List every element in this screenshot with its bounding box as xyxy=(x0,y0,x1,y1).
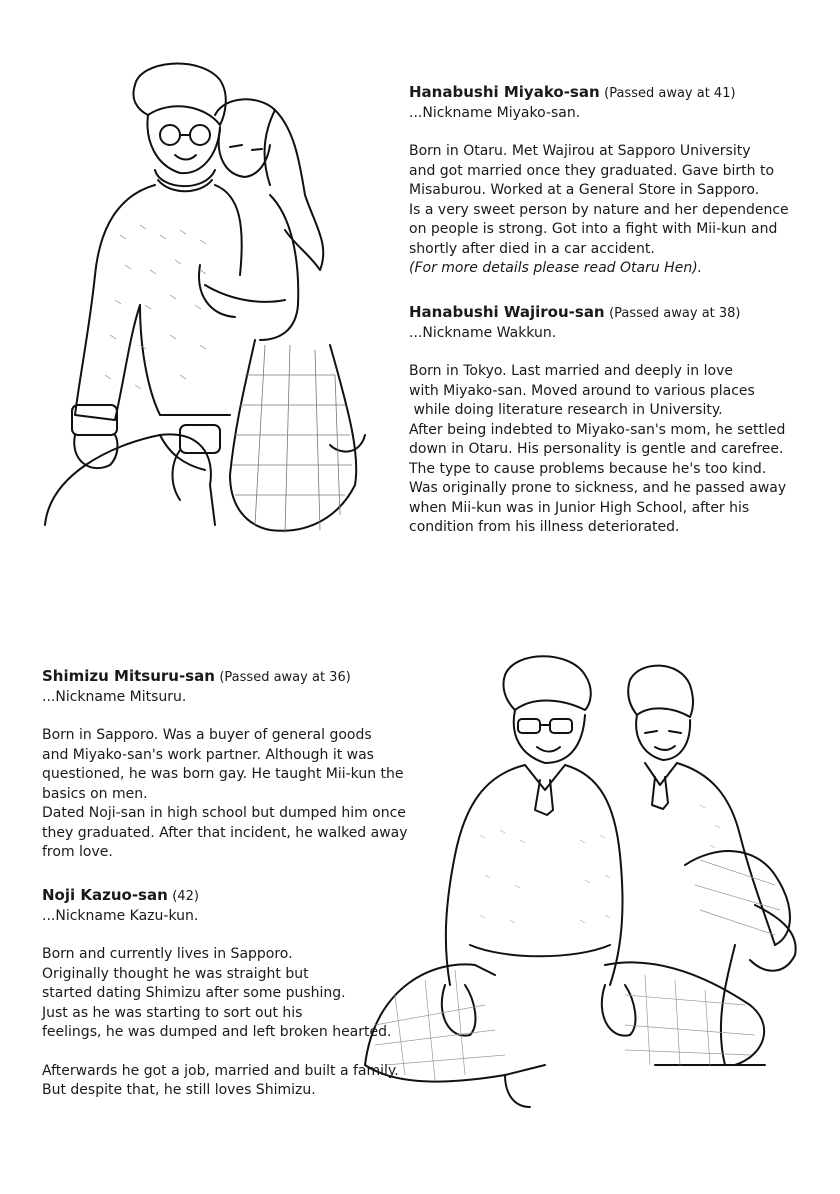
profile-bio-line: Is a very sweet person by nature and her dependence xyxy=(409,201,789,218)
profile-nickname: ...Nickname Miyako-san. xyxy=(409,104,581,121)
profile-bio-line: Was originally prone to sickness, and he passed away xyxy=(409,480,787,496)
profile-name: Shimizu Mitsuru-san xyxy=(42,667,215,685)
profile-bio-line: on people is strong. Got into a fight with Mii-kun and xyxy=(409,221,778,237)
profile-heading xyxy=(409,303,786,324)
profile-age-note: (42) xyxy=(172,889,199,904)
profile-bio-line: After being indebted to Miyako-san's mom, he settled xyxy=(409,421,786,438)
profile-nickname: ...Nickname Mitsuru. xyxy=(42,688,187,705)
profile-bio-line: questioned, he was born gay. He taught Mii-kun the xyxy=(42,766,404,782)
profile-name: Hanabushi Wajirou-san xyxy=(409,303,605,321)
profile-bio-line: when Mii-kun was in Junior High School, after his xyxy=(409,499,750,516)
couple-illustration xyxy=(30,55,370,545)
profile-bio-line: with Miyako-san. Moved around to various places xyxy=(409,382,755,399)
profile-bio-line: Born in Sapporo. Was a buyer of general goods xyxy=(42,727,372,743)
schoolboys-illustration xyxy=(355,645,825,1115)
profile-bio-line: Born in Otaru. Met Wajirou at Sapporo University xyxy=(409,143,751,159)
profile-nickname: ...Nickname Kazu-kun. xyxy=(42,907,199,924)
profile-heading xyxy=(409,83,789,104)
profile-bio-line: But despite that, he still loves Shimizu. xyxy=(42,1082,316,1098)
profile-age-note: (Passed away at 36) xyxy=(219,670,351,685)
profile-age-note: (Passed away at 38) xyxy=(609,306,741,321)
profile-bio-line: condition from his illness deteriorated. xyxy=(409,519,680,535)
profile-bio-line: from love. xyxy=(42,844,113,860)
profile-nickname: ...Nickname Wakkun. xyxy=(409,324,557,341)
profile-bio-line: Originally thought he was straight but xyxy=(42,965,309,982)
profile-bio-line: feelings, he was dumped and left broken hearted. xyxy=(42,1024,392,1040)
profile-bio-line: and got married once they graduated. Gave birth to xyxy=(409,162,775,179)
profile-bio-line: Born and currently lives in Sapporo. xyxy=(42,946,293,962)
profile-heading xyxy=(42,667,408,688)
profile-mitsuru xyxy=(42,667,408,863)
profile-bio-line: Dated Noji-san in high school but dumped him once xyxy=(42,805,406,821)
profile-miyako xyxy=(409,83,789,279)
profile-aside: (For more details please read Otaru Hen). xyxy=(409,260,703,276)
profile-bio-line: Misaburou. Worked at a General Store in Sapporo. xyxy=(409,182,760,198)
profile-heading xyxy=(42,886,399,907)
profile-age-note: (Passed away at 41) xyxy=(604,86,736,101)
profile-wajirou xyxy=(409,303,786,538)
profile-bio-line: The type to cause problems because he's too kind. xyxy=(409,460,767,477)
profile-bio-line: Afterwards he got a job, married and built a family. xyxy=(42,1062,399,1079)
profile-bio-line: Just as he was starting to sort out his xyxy=(42,1004,303,1021)
profile-bio-line: basics on men. xyxy=(42,785,148,802)
profile-noji xyxy=(42,886,399,1101)
profile-bio-line: shortly after died in a car accident. xyxy=(409,240,655,257)
profile-bio-line: they graduated. After that incident, he walked away xyxy=(42,824,408,841)
profile-bio-line: started dating Shimizu after some pushing. xyxy=(42,985,346,1001)
profile-bio-line: and Miyako-san's work partner. Although it was xyxy=(42,746,374,763)
profile-bio-line: Born in Tokyo. Last married and deeply in love xyxy=(409,363,733,379)
profile-name: Noji Kazuo-san xyxy=(42,886,168,904)
profile-bio-line: down in Otaru. His personality is gentle and carefree. xyxy=(409,441,784,457)
profile-name: Hanabushi Miyako-san xyxy=(409,83,600,101)
profile-bio-line: while doing literature research in University. xyxy=(409,402,723,418)
